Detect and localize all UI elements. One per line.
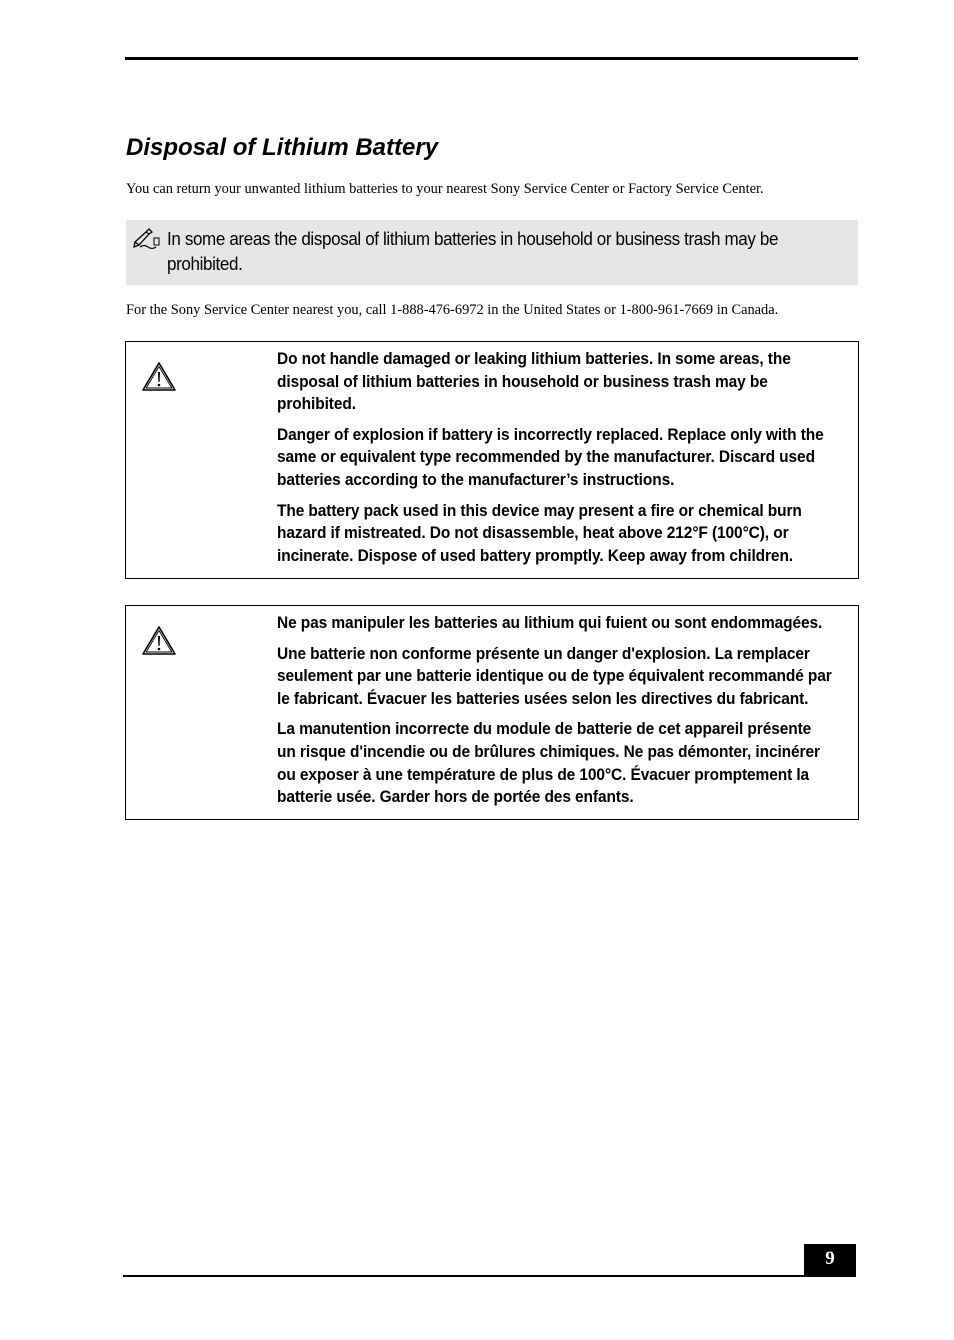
intro-paragraph: You can return your unwanted lithium batteries to your nearest Sony Service Center or Factory Service Center. <box>126 181 764 197</box>
warning-triangle-icon <box>141 624 177 656</box>
warning-paragraph: Do not handle damaged or leaking lithium batteries. In some areas, the disposal of lithium batteries in household or business trash may be prohibited. <box>277 349 791 414</box>
note-box <box>126 220 858 285</box>
warning-paragraph: The battery pack used in this device may present a fire or chemical burn hazard if mistreated. Do not disassemble, heat above 212°F (100°C), or incinerate. Dispose of used battery promptly. Keep away from children. <box>277 500 802 565</box>
warning-triangle-icon <box>141 360 177 392</box>
top-rule <box>125 57 858 60</box>
bottom-rule <box>123 1275 856 1277</box>
writing-hand-icon <box>132 226 160 250</box>
note-text: In some areas the disposal of lithium batteries in household or business trash may be prohibited. <box>167 228 779 274</box>
warning-text-english <box>277 348 832 575</box>
warning-paragraph: La manutention incorrecte du module de batterie de cet appareil présente un risque d'incendie ou de brûlures chimiques. Ne pas démonter, incinérer ou exposer à une température de plus de 100°C. Évacuer promptement la batterie usée. Garder hors de portée des enfants. <box>277 719 820 807</box>
warning-box-english <box>125 341 859 579</box>
warning-box-french <box>125 605 859 820</box>
section-heading: Disposal of Lithium Battery <box>126 134 439 161</box>
contact-paragraph: For the Sony Service Center nearest you, call 1-888-476-6972 in the United States or 1-800-961-7669 in Canada. <box>126 302 779 318</box>
page-number: 9 <box>804 1244 856 1277</box>
warning-paragraph: Ne pas manipuler les batteries au lithium qui fuient ou sont endommagées. <box>277 613 823 632</box>
warning-paragraph: Une batterie non conforme présente un danger d'explosion. La remplacer seulement par une batterie identique ou de type équivalent recommandé par le fabricant. Évacuer les batteries usées selon les directives du fabricant. <box>277 643 832 708</box>
warning-paragraph: Danger of explosion if battery is incorrectly replaced. Replace only with the same or equivalent type recommended by the manufacturer. Discard used batteries according to the manufacturer’s instructions. <box>277 424 824 489</box>
warning-text-french <box>277 612 832 817</box>
